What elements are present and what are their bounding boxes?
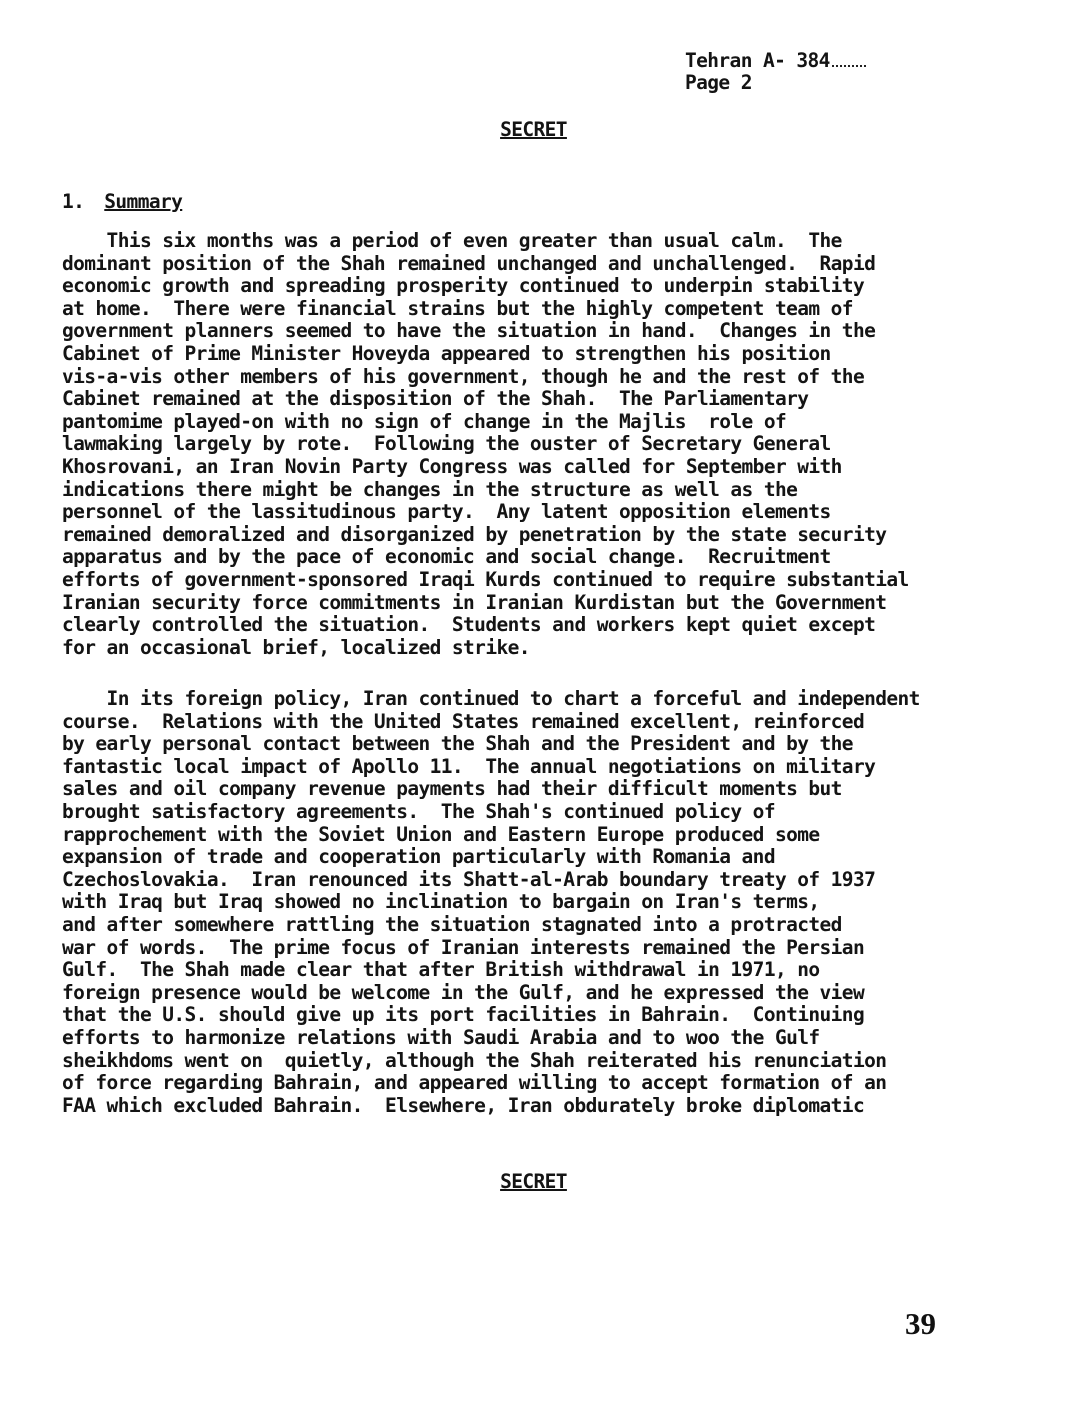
reference-underline <box>832 65 866 67</box>
paragraph <box>62 688 942 1117</box>
page-label: Page 2 <box>685 71 752 94</box>
text-line: vis-a-vis other members of his government, though he and the rest of the <box>62 365 865 388</box>
document-reference <box>685 50 866 94</box>
text-line: Khosrovani, an Iran Novin Party Congress was called for September with <box>62 455 842 478</box>
text-line: Cabinet of Prime Minister Hoveyda appeared to strengthen his position <box>62 342 831 365</box>
classification-marking-bottom: SECRET <box>500 1170 567 1193</box>
text-line: fantastic local impact of Apollo 11. The annual negotiations on military <box>62 755 876 778</box>
text-line: efforts to harmonize relations with Saudi Arabia and to woo the Gulf <box>62 1026 820 1049</box>
text-line: economic growth and spreading prosperity continued to underpin stability <box>62 275 865 298</box>
section-title: Summary <box>104 190 183 213</box>
text-line: lawmaking largely by rote. Following the ouster of Secretary General <box>62 433 831 456</box>
section-heading <box>62 190 182 213</box>
airgram-reference: Tehran A- <box>685 49 786 72</box>
airgram-number: 384 <box>796 49 830 72</box>
text-line: brought satisfactory agreements. The Shah's continued policy of <box>62 800 775 823</box>
text-line: course. Relations with the United States remained excellent, reinforced <box>62 710 865 733</box>
text-line: This six months was a period of even greater than usual calm. The <box>62 230 842 252</box>
classification-marking-top: SECRET <box>500 118 567 141</box>
text-line: that the U.S. should give up its port facilities in Bahrain. Continuing <box>62 1004 865 1027</box>
text-line: sheikhdoms went on quietly, although the Shah reiterated his renunciation <box>62 1049 887 1072</box>
text-line: government planners seemed to have the situation in hand. Changes in the <box>62 320 876 343</box>
text-line: indications there might be changes in the structure as well as the <box>62 478 798 501</box>
reference-line <box>685 50 866 72</box>
text-line: Iranian security force commitments in Iranian Kurdistan but the Government <box>62 591 887 614</box>
paragraph <box>62 230 942 659</box>
text-line: personnel of the lassitudinous party. Any latent opposition elements <box>62 501 831 524</box>
text-line: war of words. The prime focus of Iranian interests remained the Persian <box>62 936 865 959</box>
text-line: pantomime played-on with no sign of change in the Majlis role of <box>62 410 787 433</box>
page-number: 39 <box>905 1306 936 1341</box>
text-line: Czechoslovakia. Iran renounced its Shatt-al-Arab boundary treaty of 1937 <box>62 868 876 891</box>
text-line: efforts of government-sponsored Iraqi Kurds continued to require substantial <box>62 568 909 591</box>
text-line: sales and oil company revenue payments had their difficult moments but <box>62 778 842 801</box>
text-line: at home. There were financial strains but the highly competent team of <box>62 297 853 320</box>
text-line: In its foreign policy, Iran continued to chart a forceful and independent <box>62 688 920 710</box>
text-line: of force regarding Bahrain, and appeared willing to accept formation of an <box>62 1072 887 1095</box>
section-number: 1. <box>62 190 85 213</box>
text-line: by early personal contact between the Shah and the President and by the <box>62 733 853 756</box>
text-line: apparatus and by the pace of economic and social change. Recruitment <box>62 546 831 569</box>
text-line: Cabinet remained at the disposition of the Shah. The Parliamentary <box>62 388 809 411</box>
text-line: remained demoralized and disorganized by penetration by the state security <box>62 523 887 546</box>
text-line: for an occasional brief, localized strike. <box>62 636 530 659</box>
text-line: foreign presence would be welcome in the Gulf, and he expressed the view <box>62 981 865 1004</box>
text-line: with Iraq but Iraq showed no inclination to bargain on Iran's terms, <box>62 891 820 914</box>
text-line: and after somewhere rattling the situation stagnated into a protracted <box>62 913 842 936</box>
text-line: dominant position of the Shah remained unchanged and unchallenged. Rapid <box>62 252 876 275</box>
text-line: rapprochement with the Soviet Union and Eastern Europe produced some <box>62 823 820 846</box>
text-line: expansion of trade and cooperation particularly with Romania and <box>62 846 775 869</box>
text-line: clearly controlled the situation. Students and workers kept quiet except <box>62 614 876 637</box>
text-line: FAA which excluded Bahrain. Elsewhere, Iran obdurately broke diplomatic <box>62 1094 865 1117</box>
text-line: Gulf. The Shah made clear that after British withdrawal in 1971, no <box>62 959 820 982</box>
